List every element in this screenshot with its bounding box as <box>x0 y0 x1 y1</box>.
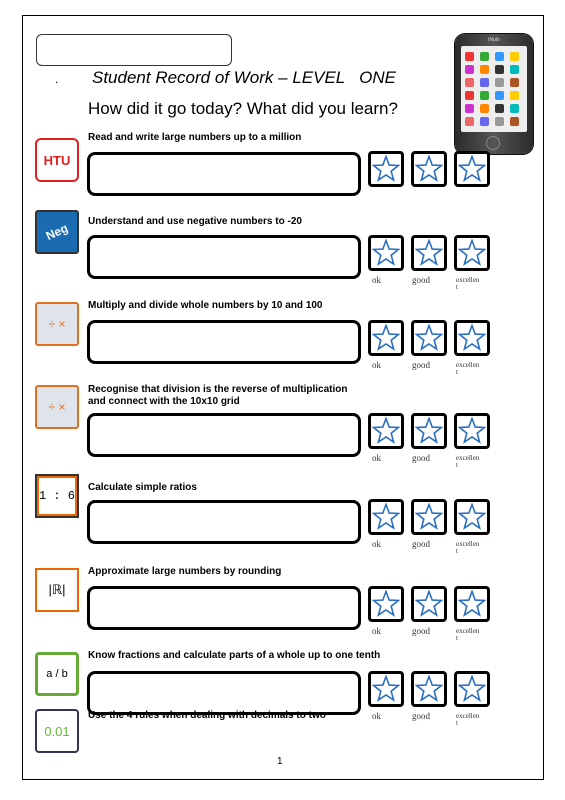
phone-app-icon <box>510 78 519 87</box>
rating-label: good <box>412 539 430 549</box>
rating-star-excellent[interactable] <box>454 499 490 535</box>
phone-app-icon <box>465 65 474 74</box>
rating-label: excellen t <box>456 627 480 642</box>
answer-box[interactable] <box>87 671 361 715</box>
rating-label: good <box>412 626 430 636</box>
icon-text: ÷ × <box>48 317 66 331</box>
phone-home-button <box>486 136 500 150</box>
rating-star-good[interactable] <box>411 413 447 449</box>
phone-app-icon <box>480 52 489 61</box>
star-icon <box>415 324 443 352</box>
rating-label: excellen t <box>456 454 480 469</box>
star-icon <box>458 590 486 618</box>
rating-star-good[interactable] <box>411 151 447 187</box>
answer-box[interactable] <box>87 586 361 630</box>
rating-star-ok[interactable] <box>368 499 404 535</box>
skill-title: Read and write large numbers up to a million <box>88 132 302 143</box>
rating-star-good[interactable] <box>411 235 447 271</box>
phone-screen <box>461 46 527 132</box>
rating-star-ok[interactable] <box>368 235 404 271</box>
phone-app-icon <box>495 117 504 126</box>
rating-star-excellent[interactable] <box>454 671 490 707</box>
rating-star-excellent[interactable] <box>454 151 490 187</box>
multiply-divide-icon <box>35 385 79 429</box>
rating-label: ok <box>372 711 381 721</box>
star-icon <box>372 590 400 618</box>
star-icon <box>458 675 486 703</box>
rating-label: good <box>412 453 430 463</box>
skill-title: Know fractions and calculate parts of a whole up to one tenth <box>88 650 381 661</box>
decimal-icon <box>35 709 79 753</box>
phone-app-icon <box>480 78 489 87</box>
student-name-field[interactable] <box>36 34 232 66</box>
answer-box[interactable] <box>87 152 361 196</box>
star-icon <box>458 503 486 531</box>
phone-app-icon <box>495 104 504 113</box>
icon-text: |ℝ| <box>48 582 66 597</box>
phone-app-icon <box>495 52 504 61</box>
phone-app-icon <box>510 104 519 113</box>
rating-label: good <box>412 275 430 285</box>
rating-label: good <box>412 360 430 370</box>
rating-star-ok[interactable] <box>368 320 404 356</box>
rating-star-excellent[interactable] <box>454 586 490 622</box>
star-icon <box>372 503 400 531</box>
answer-box[interactable] <box>87 235 361 279</box>
phone-app-icon <box>465 104 474 113</box>
rating-star-ok[interactable] <box>368 151 404 187</box>
rating-star-excellent[interactable] <box>454 320 490 356</box>
star-icon <box>372 239 400 267</box>
answer-box[interactable] <box>87 500 361 544</box>
star-icon <box>458 324 486 352</box>
negative-numbers-icon <box>35 210 79 254</box>
rating-star-ok[interactable] <box>368 671 404 707</box>
star-icon <box>372 675 400 703</box>
star-icon <box>458 417 486 445</box>
rating-star-ok[interactable] <box>368 586 404 622</box>
answer-box[interactable] <box>87 413 361 457</box>
star-icon <box>415 590 443 618</box>
phone-app-icon <box>510 52 519 61</box>
star-icon <box>372 155 400 183</box>
phone-app-icon <box>480 91 489 100</box>
answer-box[interactable] <box>87 320 361 364</box>
phone-app-icon <box>495 78 504 87</box>
star-icon <box>415 417 443 445</box>
icon-text: ÷ × <box>48 400 66 414</box>
phone-app-icon <box>465 117 474 126</box>
page-title: Student Record of Work – LEVEL ONE <box>92 68 396 87</box>
rating-label: ok <box>372 360 381 370</box>
star-icon <box>415 503 443 531</box>
phone-app-icon <box>510 65 519 74</box>
phone-app-icon <box>495 65 504 74</box>
rating-label: excellen t <box>456 712 480 727</box>
rounding-icon <box>35 568 79 612</box>
rating-label: ok <box>372 453 381 463</box>
star-icon <box>372 324 400 352</box>
star-icon <box>458 239 486 267</box>
icon-text: Neg <box>43 220 71 244</box>
htu-icon <box>35 138 79 182</box>
phone-app-icon <box>480 65 489 74</box>
icon-text: HTU <box>43 152 71 168</box>
skill-title: Use the 4 rules when dealing with decimals to two <box>88 710 326 721</box>
header-dot: . <box>55 72 59 86</box>
phone-app-icon <box>480 104 489 113</box>
page-number: 1 <box>277 756 283 767</box>
rating-label: excellen t <box>456 361 480 376</box>
rating-label: good <box>412 711 430 721</box>
fraction-icon <box>35 652 79 696</box>
rating-star-excellent[interactable] <box>454 413 490 449</box>
rating-label: ok <box>372 626 381 636</box>
phone-app-icon <box>465 52 474 61</box>
ratio-icon <box>35 474 79 518</box>
star-icon <box>415 155 443 183</box>
icon-text: 0.01 <box>44 723 70 739</box>
rating-star-excellent[interactable] <box>454 235 490 271</box>
phone-brand: iNulo <box>488 37 500 43</box>
rating-label: excellen t <box>456 276 480 291</box>
phone-app-icon <box>480 117 489 126</box>
skill-title: Recognise that division is the reverse of multiplication and connect with the 10x10 grid <box>88 384 348 407</box>
phone-image <box>455 34 533 154</box>
phone-app-icon <box>510 91 519 100</box>
star-icon <box>458 155 486 183</box>
skill-title: Calculate simple ratios <box>88 482 197 493</box>
skill-title: Understand and use negative numbers to -20 <box>88 216 302 227</box>
rating-star-good[interactable] <box>411 586 447 622</box>
phone-app-icon <box>495 91 504 100</box>
skill-title: Approximate large numbers by rounding <box>88 566 282 577</box>
star-icon <box>415 675 443 703</box>
page-subtitle: How did it go today? What did you learn? <box>88 99 398 118</box>
rating-star-good[interactable] <box>411 320 447 356</box>
phone-app-icon <box>510 117 519 126</box>
rating-star-good[interactable] <box>411 499 447 535</box>
rating-star-good[interactable] <box>411 671 447 707</box>
multiply-divide-icon <box>35 302 79 346</box>
rating-star-ok[interactable] <box>368 413 404 449</box>
rating-label: excellen t <box>456 540 480 555</box>
phone-app-icon <box>465 91 474 100</box>
phone-app-icon <box>465 78 474 87</box>
star-icon <box>372 417 400 445</box>
icon-text: a / b <box>46 668 68 680</box>
rating-label: ok <box>372 275 381 285</box>
icon-text: 1 : 6 <box>38 489 75 503</box>
star-icon <box>415 239 443 267</box>
skill-title: Multiply and divide whole numbers by 10 and 100 <box>88 300 323 311</box>
rating-label: ok <box>372 539 381 549</box>
